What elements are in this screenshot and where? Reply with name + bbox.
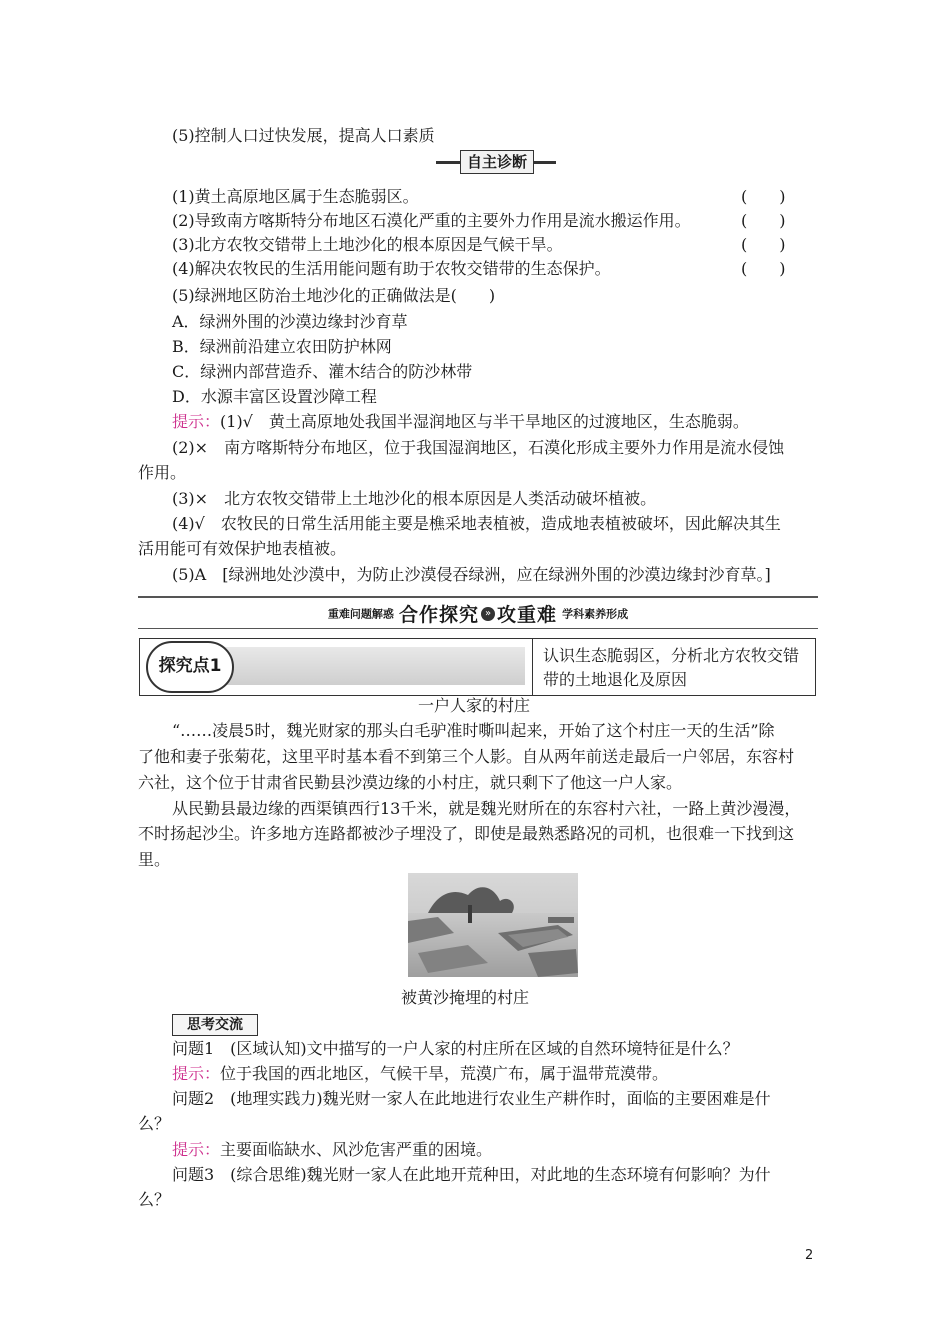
- section-left-label: 重难问题解惑: [327, 607, 394, 621]
- check-item-1: (1)黄土高原地区属于生态脆弱区。: [172, 187, 419, 206]
- story-p1-line3: 六社，这个位于甘肃省民勤县沙漠边缘的小村庄，就只剩下了他这一户人家。: [138, 773, 683, 792]
- answer-5: (5)A [绿洲地处沙漠中，为防止沙漠侵吞绿洲，应在绿洲外围的沙漠边缘封沙育草。]: [172, 565, 771, 584]
- check-item-2: (2)导致南方喀斯特分布地区石漠化严重的主要外力作用是流水搬运作用。: [172, 211, 691, 230]
- hint-1: 提示：位于我国的西北地区，气候干旱，荒漠广布，属于温带荒漠带。: [172, 1064, 669, 1083]
- question-2: 问题2 (地理实践力)魏光财一家人在此地进行农业生产耕作时，面临的主要困难是什: [172, 1089, 771, 1108]
- question-3-cont: 么？: [138, 1190, 171, 1209]
- buried-village-photo: [408, 873, 578, 977]
- section-rule-bottom: [138, 628, 818, 629]
- topic-badge: 探究点1: [146, 641, 234, 693]
- section-right-label: 学科素养形成: [562, 607, 629, 621]
- story-p1-line1: “……凌晨5时，魏光财家的那头白毛驴准时嘶叫起来，开始了这个村庄一天的生活”除: [172, 721, 775, 740]
- story-p2-line2: 不时扬起沙尘。许多地方连路都被沙子埋没了，即使是最熟悉路况的司机，也很难一下找到这: [138, 824, 795, 843]
- story-p1-line2: 了他和妻子张菊花，这里平时基本看不到第三个人影。自从两年前送走最后一户邻居，东容村: [138, 747, 795, 766]
- hint-2: 提示：主要面临缺水、风沙危害严重的困境。: [172, 1140, 493, 1159]
- topic-desc-1: 认识生态脆弱区，分析北方农牧交错: [543, 646, 800, 665]
- answer-4-cont: 活用能可有效保护地表植被。: [138, 539, 347, 558]
- check-item-4: (4)解决农牧民的生活用能问题有助于农牧交错带的生态保护。: [172, 259, 611, 278]
- answer-4: (4)√ 农牧民的日常生活用能主要是樵采地表植被，造成地表植被破坏，因此解决其生: [172, 514, 781, 533]
- photo-caption: 被黄沙掩埋的村庄: [401, 988, 530, 1007]
- story-p2-line3: 里。: [138, 850, 171, 869]
- discussion-heading: 思考交流: [172, 1014, 258, 1036]
- topic-desc-2: 带的土地退化及原因: [543, 670, 688, 689]
- topic-box-left: [140, 639, 533, 695]
- topic-box: [139, 638, 816, 696]
- double-arrow-icon: »: [481, 607, 495, 621]
- answer-1: 提示：(1)√ 黄土高原地处我国半湿润地区与半干旱地区的过渡地区，生态脆弱。: [172, 412, 749, 431]
- answer-blank-2: ( ): [741, 211, 786, 230]
- self-check-heading: 自主诊断: [460, 150, 534, 174]
- answer-3: (3)× 北方农牧交错带上土地沙化的根本原因是人类活动破坏植被。: [172, 489, 657, 508]
- hint-label: 提示：: [172, 412, 221, 431]
- option-d: D．水源丰富区设置沙障工程: [172, 387, 377, 406]
- answer-2: (2)× 南方喀斯特分布地区，位于我国湿润地区，石漠化形成主要外力作用是流水侵蚀: [172, 438, 785, 457]
- check-item-3: (3)北方农牧交错带上土地沙化的根本原因是气候干旱。: [172, 235, 563, 254]
- question-2-cont: 么？: [138, 1114, 171, 1133]
- option-a: A．绿洲外围的沙漠边缘封沙育草: [172, 312, 408, 331]
- section-title-b: 攻重难: [497, 604, 558, 626]
- answer-blank-1: ( ): [741, 187, 786, 206]
- section-rule-top: [138, 596, 818, 598]
- answer-blank-4: ( ): [741, 259, 786, 278]
- story-p2-line1: 从民勤县最边缘的西渠镇西行13千米，就是魏光财所在的东容村六社，一路上黄沙漫漫，: [172, 799, 801, 818]
- story-title: 一户人家的村庄: [418, 696, 531, 715]
- intro-line: (5)控制人口过快发展，提高人口素质: [172, 126, 435, 145]
- answer-blank-3: ( ): [741, 235, 786, 254]
- page-number: 2: [805, 1248, 814, 1263]
- question-1: 问题1 (区域认知)文中描写的一户人家的村庄所在区域的自然环境特征是什么？: [172, 1039, 739, 1058]
- section-title-a: 合作探究: [398, 604, 479, 626]
- option-b: B．绿洲前沿建立农田防护林网: [172, 337, 392, 356]
- answer-2-cont: 作用。: [138, 463, 187, 482]
- self-check-banner: [436, 150, 556, 174]
- question-3: 问题3 (综合思维)魏光财一家人在此地开荒种田，对此地的生态环境有何影响？为什: [172, 1165, 771, 1184]
- check-item-5: (5)绿洲地区防治土地沙化的正确做法是( ): [172, 286, 496, 305]
- section-banner: [138, 600, 818, 626]
- option-c: C．绿洲内部营造乔、灌木结合的防沙林带: [172, 362, 473, 381]
